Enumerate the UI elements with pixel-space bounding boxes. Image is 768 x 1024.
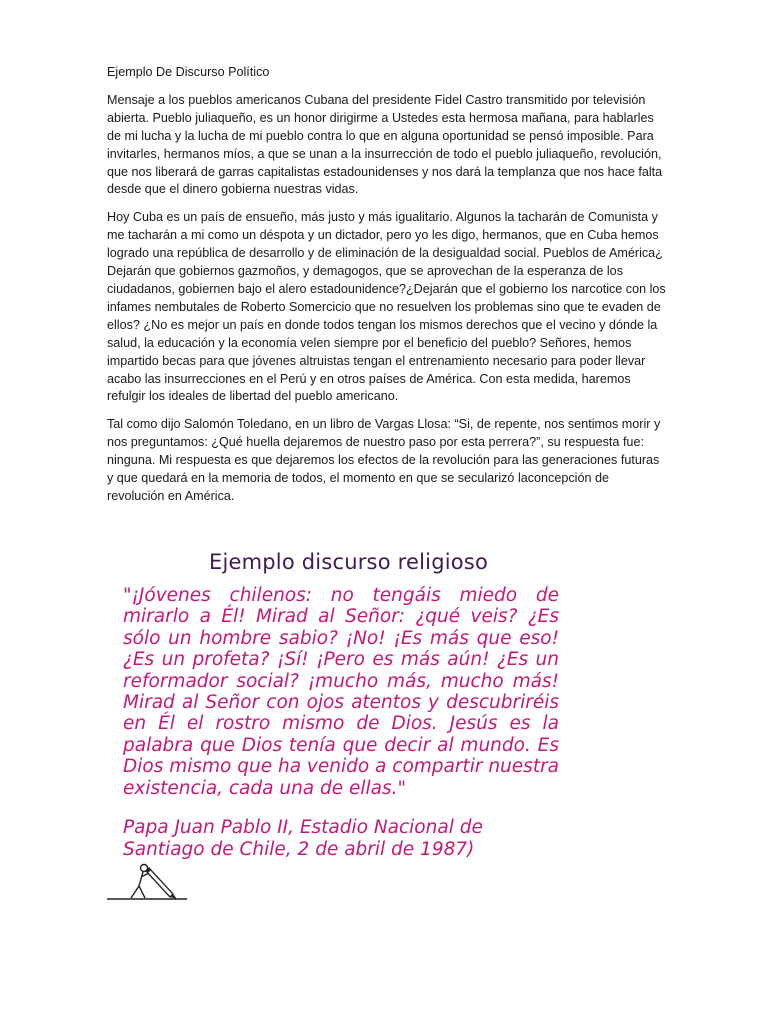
paragraph-2: Hoy Cuba es un país de ensueño, más justo y más igualitario. Algunos la tacharán de Comunista y me tacharán a mi como un déspota y un dictador, pero yo les digo, hermanos, que en Cuba hemos logrado una república de desarrollo y de eliminación de la desigualdad social. Pueblos de América¿ Dejarán que gobiernos gazmoños, y demagogos, que se aprovechan de la esperanza de los ciudadanos, gobiernen bajo el alero estadounidence?¿Dejarán que el gobierno los narcotice con los infames nembutales de Roberto Somercicio que no resuelven los problemas sino que te evaden de ellos? ¿No es mejor un país en donde todos tengan los mismos derechos que el vecino y dónde la salud, la educación y la economía velen siempre por el beneficio del pueblo? Señores, hemos impartido becas para que jóvenes altruistas tengan el entrenamiento necesario para poder llevar acabo las insurrecciones en el Perú y en otros países de América. Con esta medida, haremos refulgir los ideales de libertad del pueblo americano. [107,210,666,404]
quote-body: "¡Jóvenes chilenos: no tengáis miedo de mirarlo a Él! Mirad al Señor: ¿qué veis? ¿Es sólo un hombre sabio? ¡No! ¡Es más que eso! ¿Es un profeta? ¡Sí! ¡Pero es más aún! ¿Es un reformador social? ¡mucho más, mucho más! Mirad al Señor con ojos atentos y descubriréis en Él el rostro mismo de Dios. Jesús es la palabra que Dios tenía que decir al mundo. Es Dios mismo que ha venido a compartir nuestra existencia, cada una de ellas." [123,585,560,799]
religious-speech-image [107,540,562,902]
pencil-figure-icon [107,858,187,902]
document-text [107,64,667,516]
paragraph-1: Mensaje a los pueblos americanos Cubana del presidente Fidel Castro transmitido por televisión abierta. Pueblo juliaqueño, es un honor dirigirme a Ustedes esta hermosa mañana, para hablarles de mi lucha y la lucha de mi pueblo contra lo que en alguna oportunidad se pensó imposible. Para invitarles, hermanos míos, a que se unan a la insurrección de todo el pueblo juliaqueño, revolución, que nos liberará de garras capitalistas estadounidenses y nos dará la templanza que nos hace falta desde que el dinero gobierna nuestras vidas. [107,92,663,197]
quote-title: Ejemplo discurso religioso [209,550,488,574]
document-title: Ejemplo De Discurso Político [107,65,270,79]
paragraph-3: Tal como dijo Salomón Toledano, en un libro de Vargas Llosa: “Si, de repente, nos sentimos morir y nos preguntamos: ¿Qué huella dejaremos de nuestro paso por esta perrera?”, su respuesta fue: ninguna. Mi respuesta es que dejaremos los efectos de la revolución para las generaciones futuras y que quedará en la memoria de todos, el momento en que se secularizó laconcepción de revolución en América. [107,417,661,503]
quote-source: Papa Juan Pablo II, Estadio Nacional de Santiago de Chile, 2 de abril de 1987) [123,817,483,860]
